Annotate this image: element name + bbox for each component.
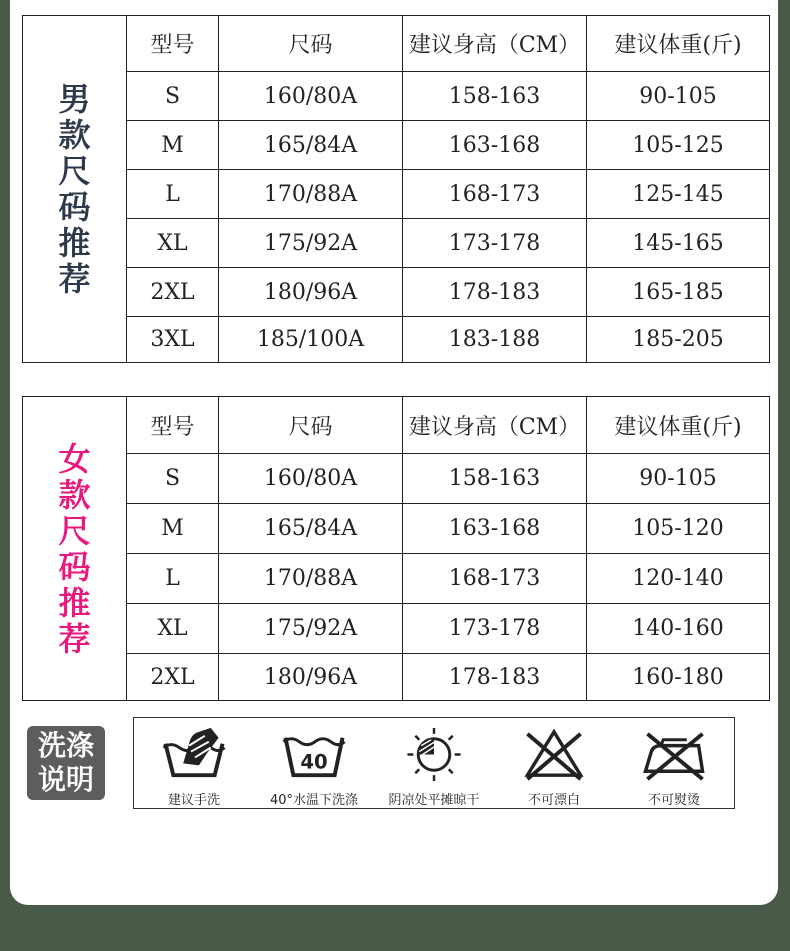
- cell-type: M: [127, 504, 219, 554]
- care-label-line: 洗涤: [37, 729, 94, 762]
- cell-type: L: [127, 554, 219, 604]
- cell-height: 158-163: [403, 72, 587, 121]
- title-char: 女: [58, 439, 91, 478]
- cell-type: XL: [127, 219, 219, 268]
- table-row: [23, 554, 770, 604]
- cell-height: 163-168: [403, 121, 587, 170]
- header-height: 建议身高（CM）: [403, 16, 587, 72]
- care-item-no-iron: [614, 718, 734, 808]
- table-row: [23, 72, 770, 121]
- table-header-row: [23, 16, 770, 72]
- cell-size: 170/88A: [219, 554, 403, 604]
- header-type: 型号: [127, 397, 219, 454]
- cell-size: 160/80A: [219, 72, 403, 121]
- table-row: [23, 454, 770, 504]
- cell-size: 175/92A: [219, 219, 403, 268]
- cell-size: 180/96A: [219, 654, 403, 701]
- cell-weight: 90-105: [587, 72, 770, 121]
- care-text: 不可漂白: [527, 793, 580, 808]
- cell-height: 158-163: [403, 454, 587, 504]
- cell-height: 183-188: [403, 317, 587, 363]
- care-label-line: 说明: [37, 763, 94, 796]
- header-type: 型号: [127, 16, 219, 72]
- table-row: [23, 121, 770, 170]
- cell-height: 173-178: [403, 604, 587, 654]
- men-title: [23, 16, 127, 363]
- cell-size: 170/88A: [219, 170, 403, 219]
- cell-weight: 125-145: [587, 170, 770, 219]
- header-size: 尺码: [219, 16, 403, 72]
- cell-weight: 120-140: [587, 554, 770, 604]
- table-row: [23, 504, 770, 554]
- cell-type: M: [127, 121, 219, 170]
- cell-size: 175/92A: [219, 604, 403, 654]
- care-instructions-box: [133, 717, 735, 809]
- table-row: [23, 268, 770, 317]
- cell-weight: 90-105: [587, 454, 770, 504]
- title-char: 码: [58, 547, 91, 586]
- title-char: 男: [58, 80, 91, 118]
- wash-temp: 40: [300, 750, 328, 774]
- table-row: [23, 170, 770, 219]
- care-item-shade-dry: [374, 718, 494, 808]
- care-text: 不可熨烫: [647, 793, 700, 808]
- cell-type: XL: [127, 604, 219, 654]
- no-iron-icon: [639, 724, 709, 785]
- cell-height: 163-168: [403, 504, 587, 554]
- care-text: 40°水温下洗涤: [269, 793, 359, 808]
- cell-height: 178-183: [403, 268, 587, 317]
- title-char: 码: [58, 188, 91, 226]
- table-row: [23, 317, 770, 363]
- title-char: 荐: [58, 260, 91, 298]
- table-row: [23, 654, 770, 701]
- women-size-table: [22, 396, 770, 701]
- title-char: 推: [58, 583, 91, 622]
- cell-type: 3XL: [127, 317, 219, 363]
- cell-weight: 185-205: [587, 317, 770, 363]
- table-header-row: [23, 397, 770, 454]
- cell-weight: 160-180: [587, 654, 770, 701]
- header-weight: 建议体重(斤): [587, 397, 770, 454]
- title-char: 款: [58, 116, 91, 154]
- header-weight: 建议体重(斤): [587, 16, 770, 72]
- cell-size: 165/84A: [219, 504, 403, 554]
- cell-height: 168-173: [403, 170, 587, 219]
- cell-size: 160/80A: [219, 454, 403, 504]
- header-height: 建议身高（CM）: [403, 397, 587, 454]
- no-bleach-icon: [519, 724, 589, 785]
- shade-dry-icon: [399, 724, 469, 785]
- title-char: 尺: [58, 152, 91, 190]
- care-instructions-label: [27, 726, 105, 800]
- cell-type: 2XL: [127, 268, 219, 317]
- wash-40-icon: [279, 724, 349, 785]
- care-text: 阴凉处平摊晾干: [388, 793, 480, 808]
- care-item-no-bleach: [494, 718, 614, 808]
- cell-weight: 140-160: [587, 604, 770, 654]
- men-size-table: [22, 15, 770, 363]
- hand-wash-icon: [159, 724, 229, 785]
- cell-weight: 145-165: [587, 219, 770, 268]
- cell-type: S: [127, 72, 219, 121]
- cell-size: 165/84A: [219, 121, 403, 170]
- cell-type: L: [127, 170, 219, 219]
- title-char: 款: [58, 475, 91, 514]
- cell-weight: 105-120: [587, 504, 770, 554]
- title-char: 荐: [58, 619, 91, 658]
- title-char: 推: [58, 224, 91, 262]
- care-item-wash-40: [254, 718, 374, 808]
- cell-type: S: [127, 454, 219, 504]
- cell-size: 185/100A: [219, 317, 403, 363]
- cell-height: 173-178: [403, 219, 587, 268]
- title-char: 尺: [58, 511, 91, 550]
- cell-height: 178-183: [403, 654, 587, 701]
- cell-weight: 165-185: [587, 268, 770, 317]
- cell-weight: 105-125: [587, 121, 770, 170]
- women-title: [23, 397, 127, 701]
- care-item-hand-wash: [134, 718, 254, 808]
- cell-height: 168-173: [403, 554, 587, 604]
- cell-type: 2XL: [127, 654, 219, 701]
- table-row: [23, 604, 770, 654]
- cell-size: 180/96A: [219, 268, 403, 317]
- care-text: 建议手洗: [167, 793, 220, 808]
- table-row: [23, 219, 770, 268]
- header-size: 尺码: [219, 397, 403, 454]
